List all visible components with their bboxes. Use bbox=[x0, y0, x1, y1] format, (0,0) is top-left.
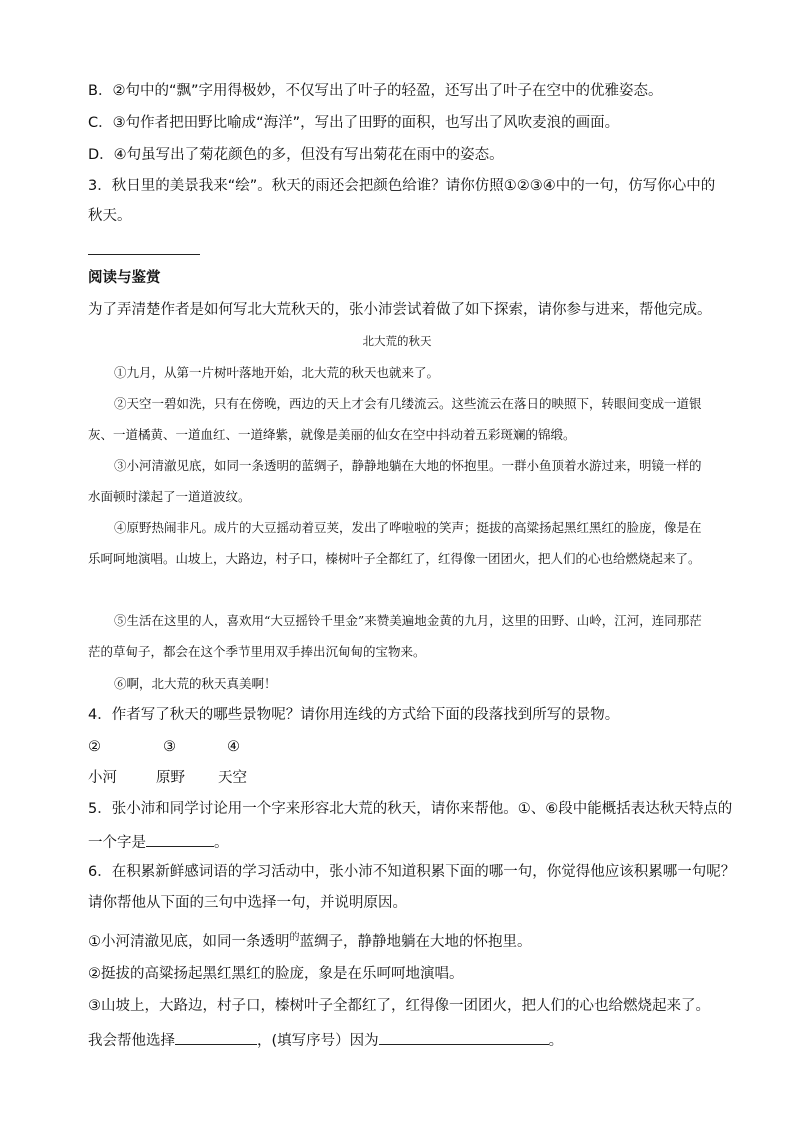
question-5-line-1: 5．张小沛和同学讨论用一个字来形容北大荒的秋天，请你来帮他。①、⑥段中能概括表达秋天特点的 bbox=[88, 801, 733, 817]
passage-paragraph-1: ①九月，从第一片树叶落地开始，北大荒的秋天也就来了。 bbox=[114, 365, 440, 380]
sentence-option-2: ②挺拔的高粱扬起黑红黑红的脸庞，象是在乐呵呵地演唱。 bbox=[88, 966, 464, 982]
match-scene-field[interactable]: 原野 bbox=[156, 770, 185, 786]
match-number-4[interactable]: ④ bbox=[227, 739, 240, 755]
answer-blank-q5[interactable] bbox=[146, 830, 214, 847]
passage-paragraph-3: ③小河清澈见底，如同一条透明的蓝绸子，静静地躺在大地的怀抱里。一群小鱼顶着水游过来，明镜一样的水面顿时漾起了一道道波纹。 bbox=[88, 458, 702, 504]
passage-title: 北大荒的秋天 bbox=[362, 334, 432, 348]
match-scene-river[interactable]: 小河 bbox=[88, 770, 117, 786]
match-scene-sky[interactable]: 天空 bbox=[218, 770, 247, 786]
sentence-option-3: ③山坡上，大路边，村子口，榛树叶子全都红了，红得像一团团火，把人们的心也给燃烧起来了。 bbox=[88, 998, 710, 1014]
section-heading: 阅读与鉴赏 bbox=[88, 270, 161, 286]
passage-paragraph-5: ⑤生活在这里的人，喜欢用“大豆摇铃千里金”来赞美遍地金黄的九月，这里的田野、山岭，江河，连同那茫茫的草甸子，都会在这个季节里用双手捧出沉甸甸的宝物来。 bbox=[88, 613, 702, 659]
answer-line-q6: 我会帮他选择 ，(填写序号）因为 。 bbox=[88, 1028, 563, 1051]
option-d: D．④句虽写出了菊花颜色的多，但没有写出菊花在雨中的姿态。 bbox=[88, 147, 504, 163]
answer-blank-choice[interactable] bbox=[175, 1028, 257, 1045]
section-intro: 为了弄清楚作者是如何写北大荒秋天的，张小沛尝试着做了如下探索，请你参与进来，帮他完成。 bbox=[88, 302, 712, 318]
option-b: B．②句中的“飘”字用得极妙，不仅写出了叶子的轻盈，还写出了叶子在空中的优雅姿态。 bbox=[88, 83, 663, 99]
question-5-line-2: 一个字是 。 bbox=[88, 830, 229, 853]
match-number-2[interactable]: ② bbox=[88, 739, 101, 755]
question-3-line-1: 3．秋日里的美景我来“绘”。秋天的雨还会把颜色给谁？请你仿照①②③④中的一句，仿写你心中的 bbox=[88, 178, 716, 194]
passage-paragraph-4: ④原野热闹非凡。成片的大豆摇动着豆荚，发出了哗啦啦的笑声；挺拔的高粱扬起黑红黑红的脸庞，像是在乐呵呵地演唱。山坡上，大路边，村子口，榛树叶子全都红了，红得像一团团火，把人们的心也给燃烧起来了。 bbox=[88, 520, 702, 566]
match-number-3[interactable]: ③ bbox=[163, 739, 176, 755]
option-c: C．③句作者把田野比喻成“海洋”，写出了田野的面积，也写出了风吹麦浪的画面。 bbox=[88, 115, 620, 131]
question-3-line-2: 秋天。 bbox=[88, 208, 132, 224]
question-6-line-2: 请你帮他从下面的三句中选择一句，并说明原因。 bbox=[88, 895, 407, 911]
answer-line-q3[interactable] bbox=[88, 254, 200, 255]
passage-paragraph-6: ⑥啊，北大荒的秋天真美啊！ bbox=[114, 676, 277, 691]
question-6-line-1: 6．在积累新鲜感词语的学习活动中，张小沛不知道积累下面的哪一句，你觉得他应该积累哪一句呢？ bbox=[88, 864, 736, 880]
question-4: 4．作者写了秋天的哪些景物呢？请你用连线的方式给下面的段落找到所写的景物。 bbox=[88, 707, 620, 723]
answer-blank-reason[interactable] bbox=[379, 1028, 549, 1045]
sentence-option-1: ①小河清澈见底，如同一条透明$^的$蓝绸子，静静地躺在大地的怀抱里。 bbox=[88, 932, 532, 950]
passage-paragraph-2: ②天空一碧如洗，只有在傍晚，西边的天上才会有几缕流云。这些流云在落日的映照下，转眼间变成一道银灰、一道橘黄、一道血红、一道绛紫，就像是美丽的仙女在空中抖动着五彩斑斓的锦缎。 bbox=[88, 396, 702, 442]
